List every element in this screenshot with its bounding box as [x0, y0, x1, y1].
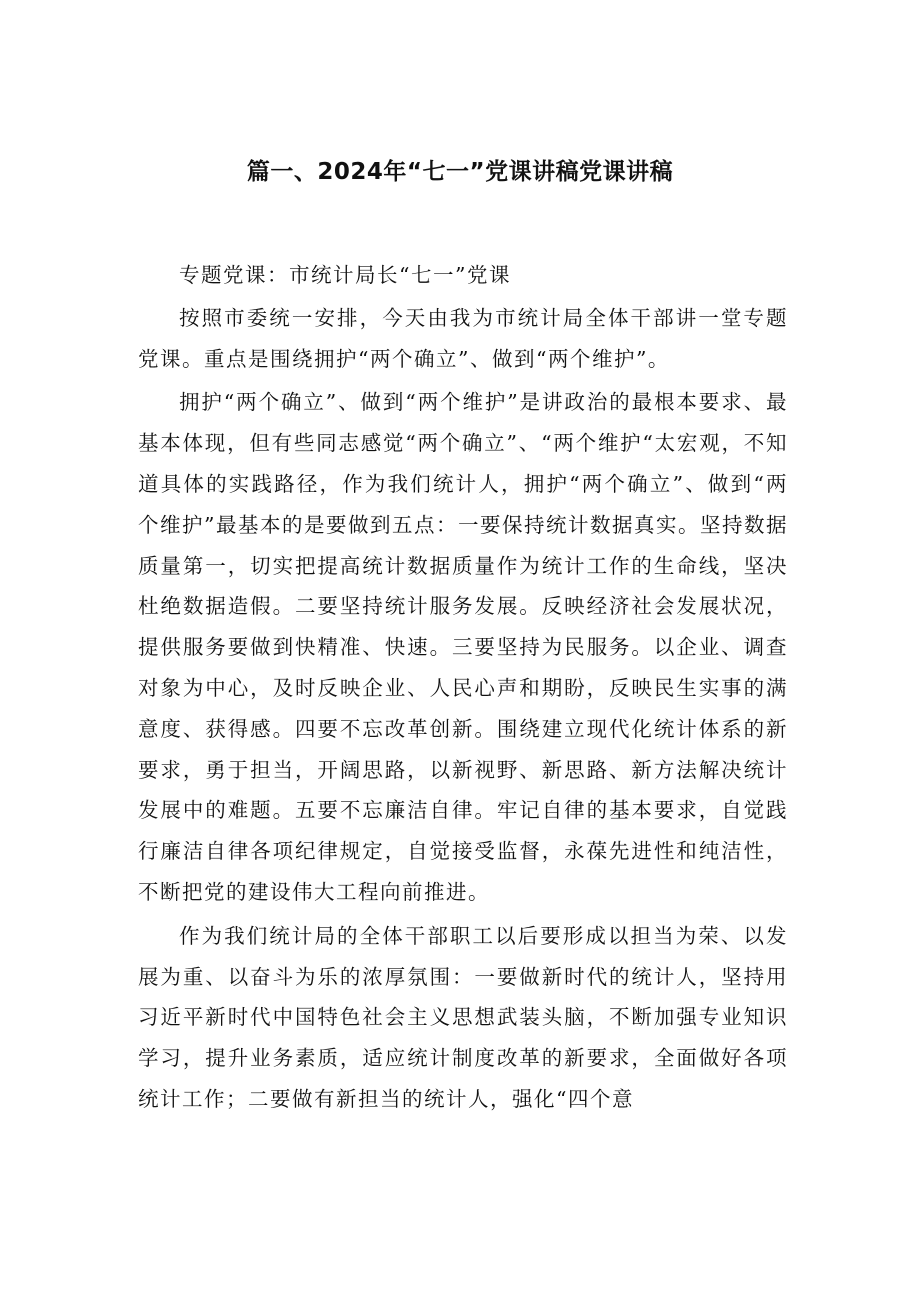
paragraph-staff-requirements: 作为我们统计局的全体干部职工以后要形成以担当为荣、以发展为重、以奋斗为乐的浓厚氛围：一要做新时代的统计人，坚持用习近平新时代中国特色社会主义思想武装头脑，不断加强专业知识学习，提升业务素质，适应统计制度改革的新要求，全面做好各项统计工作；二要做有新担当的统计人，强化“四个意 — [138, 923, 788, 1111]
document-subtitle: 专题党课：市统计局长“七一”党课 — [179, 263, 511, 287]
paragraph-five-points: 拥护“两个确立”、做到“两个维护”是讲政治的最根本要求、最基本体现，但有些同志感觉“两个确立”、“两个维护“太宏观，不知道具体的实践路径，作为我们统计人，拥护“两个确立”、做到“两个维护”最基本的是要做到五点：一要保持统计数据真实。坚持数据质量第一，切实把提高统计数据质量作为统计工作的生命线，坚决杜绝数据造假。二要坚持统计服务发展。反映经济社会发展状况，提供服务要做到快精准、快速。三要坚持为民服务。以企业、调查对象为中心，及时反映企业、人民心声和期盼，反映民生实事的满意度、获得感。四要不忘改革创新。围绕建立现代化统计体系的新要求，勇于担当，开阔思路，以新视野、新思路、新方法解决统计发展中的难题。五要不忘廉洁自律。牢记自律的基本要求，自觉践行廉洁自律各项纪律规定，自觉接受监督，永葆先进性和纯洁性，不断把党的建设伟大工程向前推进。 — [138, 390, 788, 904]
paragraph-intro: 按照市委统一安排，今天由我为市统计局全体干部讲一堂专题党课。重点是围绕拥护“两个确立”、做到“两个维护”。 — [138, 305, 788, 371]
document-body — [138, 255, 788, 1120]
document-title: 篇一、2024年“七一”党课讲稿党课讲稿 — [246, 159, 674, 185]
